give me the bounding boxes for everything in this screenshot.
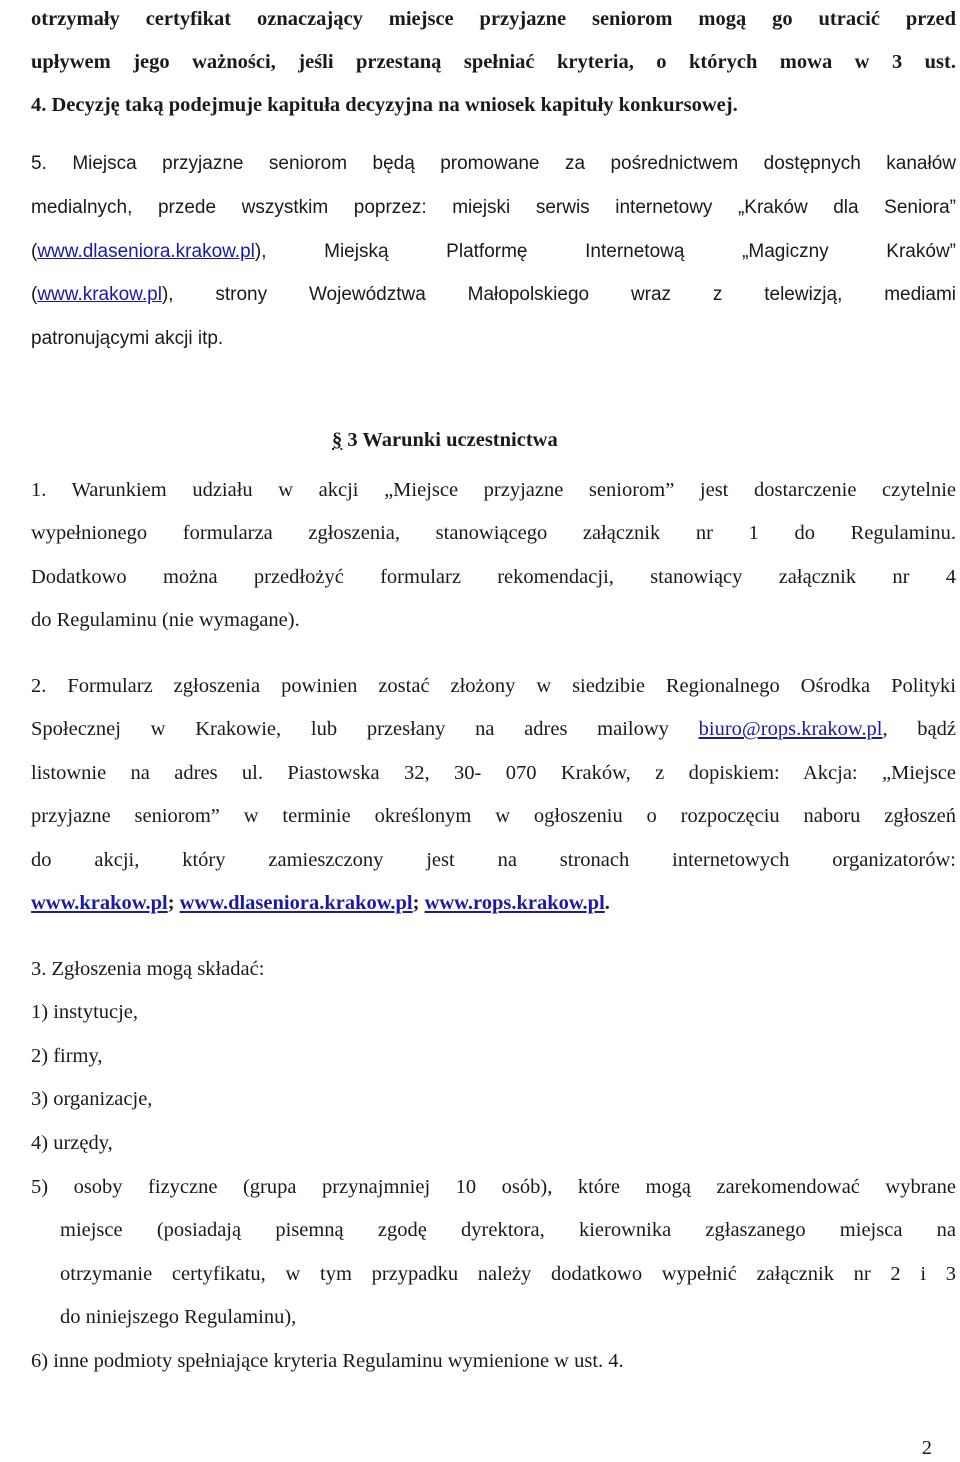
list-item-continuation: do niniejszego Regulaminu),	[60, 1306, 297, 1328]
section-title: 3 Warunki uczestnictwa	[347, 429, 558, 451]
s1-line-4: do Regulaminu (nie wymagane).	[31, 609, 300, 631]
p5-line-1-text: Miejsca przyjazne seniorom będą promowane za pośrednictwem dostępnych kanałów	[72, 153, 957, 174]
url-rops[interactable]: www.rops.krakow.pl	[424, 892, 605, 914]
s2-line-4: przyjazne seniorom” w terminie określonym w ogłoszeniu o rozpoczęciu naboru zgłoszeń	[31, 805, 956, 827]
list-item: 4) urzędy,	[31, 1132, 113, 1154]
s2-line-1: 2. Formularz zgłoszenia powinien zostać złożony w siedzibie Regionalnego Ośrodka Polityki	[31, 675, 956, 697]
link-krakow[interactable]: www.krakow.pl	[37, 284, 162, 305]
list-item: 2) firmy,	[31, 1045, 103, 1067]
s1-line-1: 1. Warunkiem udziału w akcji „Miejsce przyjazne seniorom” jest dostarczenie czytelnie	[31, 479, 956, 501]
p5-line-1	[31, 149, 956, 179]
p5-line-2: medialnych, przede wszystkim poprzez: miejski serwis internetowy „Kraków dla Seniora”	[31, 197, 956, 218]
list-item: 5) osoby fizyczne (grupa przynajmniej 10 osób), które mogą zarekomendować wybrane	[31, 1176, 956, 1198]
list-item-continuation: otrzymanie certyfikatu, w tym przypadku należy dodatkowo wypełnić załącznik nr 2 i 3	[60, 1263, 956, 1285]
p5-number: 5.	[31, 153, 47, 174]
carry-line-2-tail: 3 ust.	[891, 51, 956, 73]
url-dlaseniora[interactable]: www.dlaseniora.krakow.pl	[179, 892, 413, 914]
p5-line-4-rest: ), strony Województwa Małopolskiego wraz z telewizją, mediami	[161, 284, 956, 305]
section-heading	[332, 429, 558, 452]
link-dlaseniora[interactable]: www.dlaseniora.krakow.pl	[37, 241, 255, 262]
s2-line-2-post: , bądź	[882, 718, 957, 740]
s2-line-3: listownie na adres ul. Piastowska 32, 30- 070 Kraków, z dopiskiem: Akcja: „Miejsce	[31, 762, 956, 784]
p5-paren-open-2: (	[31, 284, 38, 305]
url-separator-2: ;	[412, 892, 420, 914]
list-item-continuation: miejsce (posiadają pisemną zgodę dyrektora, kierownika zgłaszanego miejsca na	[60, 1219, 956, 1241]
p5-line-5: patronującymi akcji itp.	[31, 328, 224, 349]
s2-line-5: do akcji, który zamieszczony jest na stronach internetowych organizatorów:	[31, 849, 956, 871]
s2-line-2-text: Społecznej w Krakowie, lub przesłany na adres mailowy	[31, 718, 669, 740]
carry-line-2-text: upływem jego ważności, jeśli przestaną spełniać kryteria, o których mowa w	[31, 51, 870, 73]
s1-line-3: Dodatkowo można przedłożyć formularz rekomendacji, stanowiący załącznik nr 4	[31, 566, 956, 588]
s2-line-6	[31, 888, 956, 918]
carry-line-1: otrzymały certyfikat oznaczający miejsce przyjazne seniorom mogą go utracić przed	[31, 8, 956, 30]
p5-line-3	[31, 237, 956, 267]
s3-intro: 3. Zgłoszenia mogą składać:	[31, 958, 265, 980]
url-end: .	[604, 892, 610, 914]
url-separator-1: ;	[167, 892, 175, 914]
p5-paren-open: (	[31, 241, 38, 262]
p5-line-4	[31, 280, 956, 310]
list-item: 6) inne podmioty spełniające kryteria Regulaminu wymienione w ust. 4.	[31, 1350, 624, 1372]
carry-line-3: 4. Decyzję taką podejmuje kapituła decyzyjna na wniosek kapituły konkursowej.	[31, 94, 738, 116]
page-number: 2	[921, 1437, 932, 1459]
s2-line-2	[31, 714, 956, 744]
list-item: 1) instytucje,	[31, 1001, 139, 1023]
carry-line-2	[31, 47, 956, 77]
s1-line-2: wypełnionego formularza zgłoszenia, stanowiącego załącznik nr 1 do Regulaminu.	[31, 522, 956, 544]
section-symbol: §	[332, 429, 343, 451]
email-link[interactable]: biuro@rops.krakow.pl	[698, 718, 883, 740]
p5-line-3-rest: ), Miejską Platformę Internetową „Magiczny Kraków”	[254, 241, 956, 262]
url-krakow[interactable]: www.krakow.pl	[31, 892, 168, 914]
list-item: 3) organizacje,	[31, 1088, 153, 1110]
